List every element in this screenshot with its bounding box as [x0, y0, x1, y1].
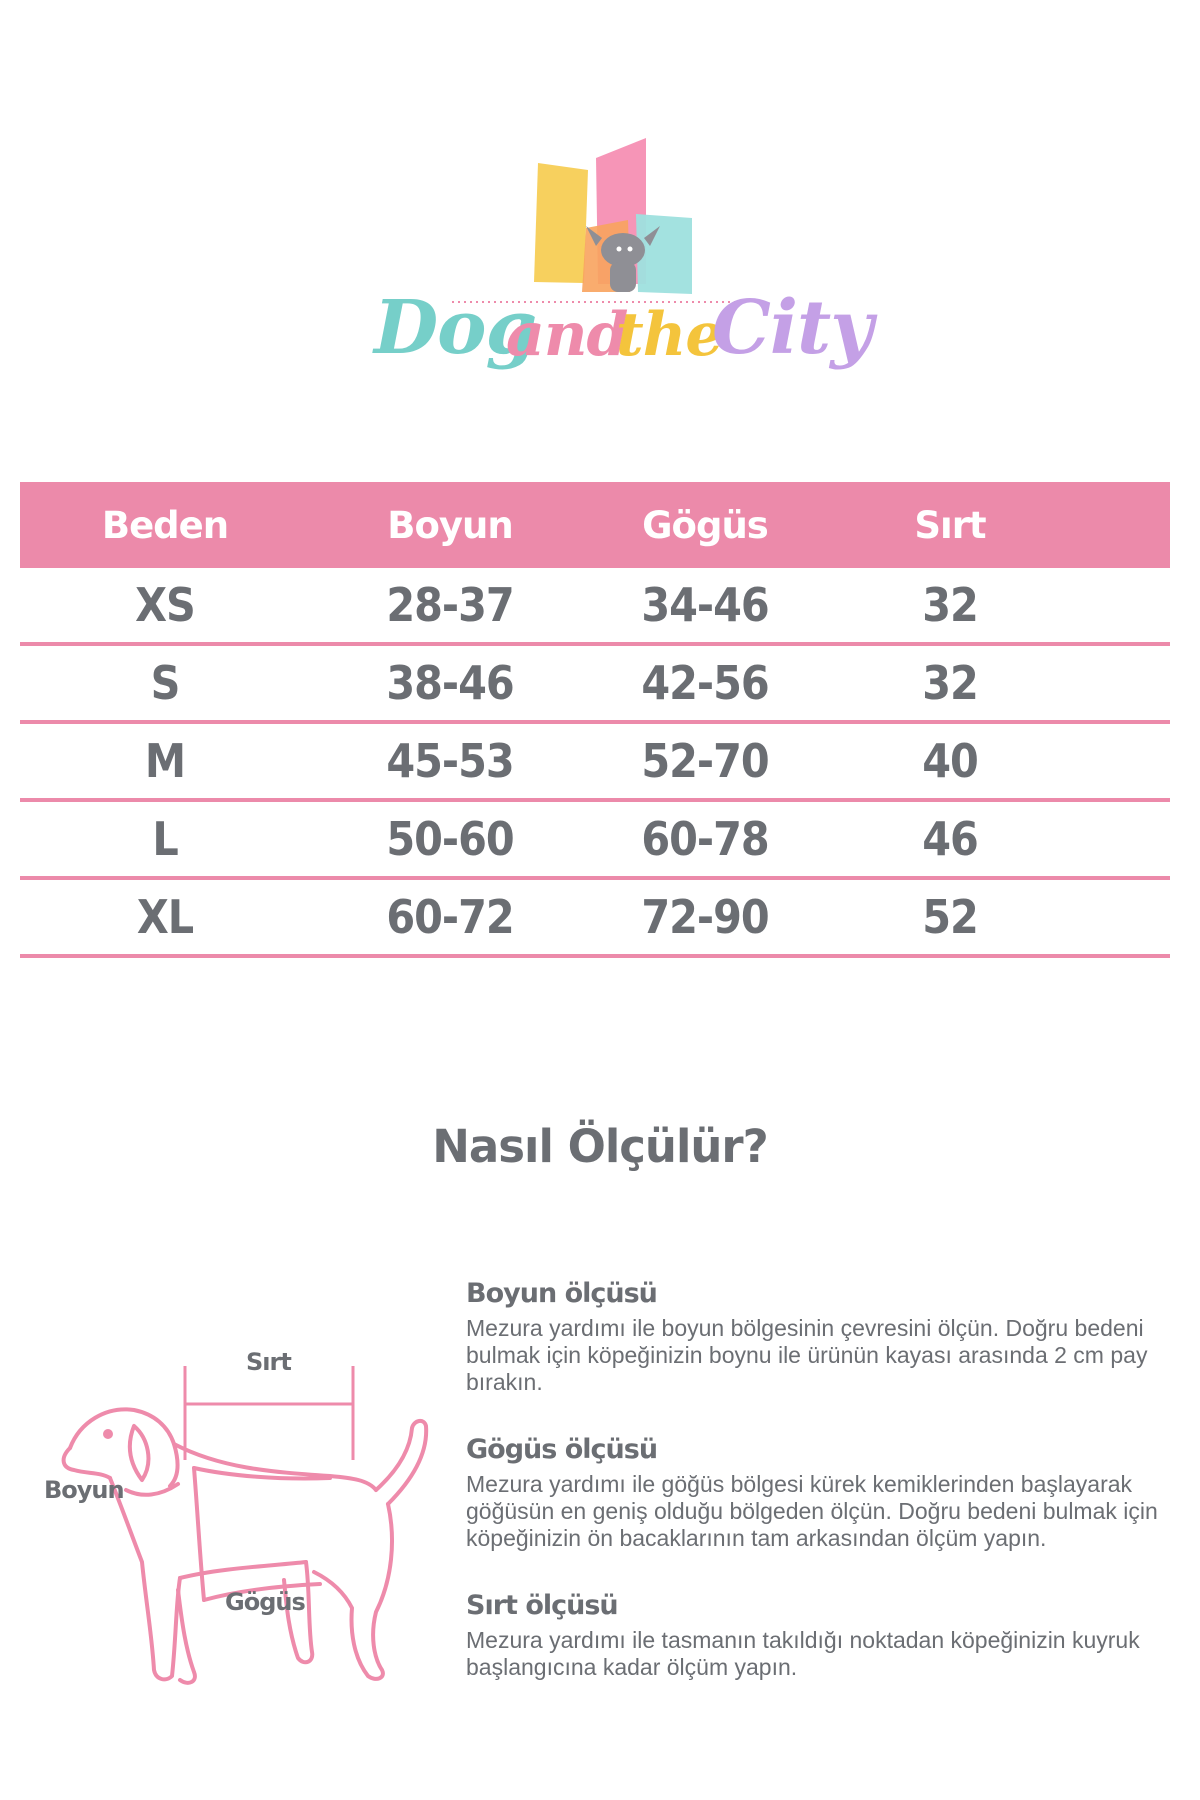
sirt-bracket — [185, 1366, 353, 1460]
cell-boyun: 28-37 — [386, 578, 514, 632]
header-beden: Beden — [101, 503, 229, 547]
instruction-gogus-title: Gögüs ölçüsü — [466, 1434, 658, 1465]
instruction-sirt-title: Sırt ölçüsü — [466, 1590, 618, 1621]
logo-word-city: City — [712, 285, 873, 371]
cell-size: L — [152, 812, 178, 866]
logo-word-dog: Dog — [374, 285, 537, 371]
instruction-sirt — [466, 1590, 1166, 1681]
size-table — [20, 482, 1170, 958]
measure-title: Nasıl Ölçülür? — [432, 1120, 768, 1173]
instruction-gogus-text: Mezura yardımı ile göğüs bölgesi kürek kemiklerinden başlayarak göğüsün en geniş olduğu bölgeden ölçün. Doğru bedeni bulmak için köpeğinizin ön bacaklarının tam arkasından ölçüm yapın. — [466, 1471, 1158, 1551]
header-boyun: Boyun — [387, 503, 513, 547]
cell-size: M — [144, 734, 186, 788]
cell-size: S — [150, 656, 180, 710]
table-header — [20, 482, 1170, 568]
dog-outline-icon — [30, 1340, 440, 1700]
cell-sirt: 46 — [922, 812, 978, 866]
cell-sirt: 32 — [922, 578, 978, 632]
header-sirt: Sırt — [914, 503, 986, 547]
cell-gogus: 42-56 — [641, 656, 769, 710]
cell-gogus: 34-46 — [641, 578, 769, 632]
cell-sirt: 32 — [922, 656, 978, 710]
cell-gogus: 72-90 — [641, 890, 769, 944]
logo-word-the: the — [616, 300, 723, 370]
brand-logo — [0, 0, 1200, 400]
instruction-sirt-text: Mezura yardımı ile tasmanın takıldığı noktadan köpeğinizin kuyruk başlangıcına kadar ölçüm yapın. — [466, 1627, 1140, 1680]
header-gogus: Gögüs — [642, 503, 768, 547]
logo-block-teal — [636, 214, 692, 294]
table-row — [20, 646, 1170, 724]
cell-boyun: 45-53 — [386, 734, 514, 788]
diagram-label-boyun: Boyun — [44, 1476, 124, 1504]
dog-measure-diagram — [30, 1340, 440, 1700]
table-row — [20, 568, 1170, 646]
cell-size: XS — [135, 578, 195, 632]
table-row — [20, 880, 1170, 958]
diagram-label-sirt: Sırt — [246, 1348, 291, 1376]
cell-boyun: 38-46 — [386, 656, 514, 710]
cell-gogus: 52-70 — [641, 734, 769, 788]
instruction-boyun-text: Mezura yardımı ile boyun bölgesinin çevresini ölçün. Doğru bedeni bulmak için köpeğinizin boynu ile ürünün kayası arasında 2 cm pay bırakın. — [466, 1315, 1148, 1395]
table-row — [20, 724, 1170, 802]
cell-sirt: 52 — [922, 890, 978, 944]
cell-sirt: 40 — [922, 734, 978, 788]
instruction-boyun-title: Boyun ölçüsü — [466, 1278, 657, 1309]
cell-gogus: 60-78 — [641, 812, 769, 866]
instruction-boyun — [466, 1278, 1166, 1396]
instruction-gogus — [466, 1434, 1166, 1552]
table-row — [20, 802, 1170, 880]
logo-word-and: and — [506, 300, 628, 370]
logo-block-yellow — [534, 163, 588, 283]
cell-boyun: 50-60 — [386, 812, 514, 866]
cell-size: XL — [136, 890, 194, 944]
diagram-label-gogus: Gögüs — [225, 1588, 305, 1616]
cell-boyun: 60-72 — [386, 890, 514, 944]
